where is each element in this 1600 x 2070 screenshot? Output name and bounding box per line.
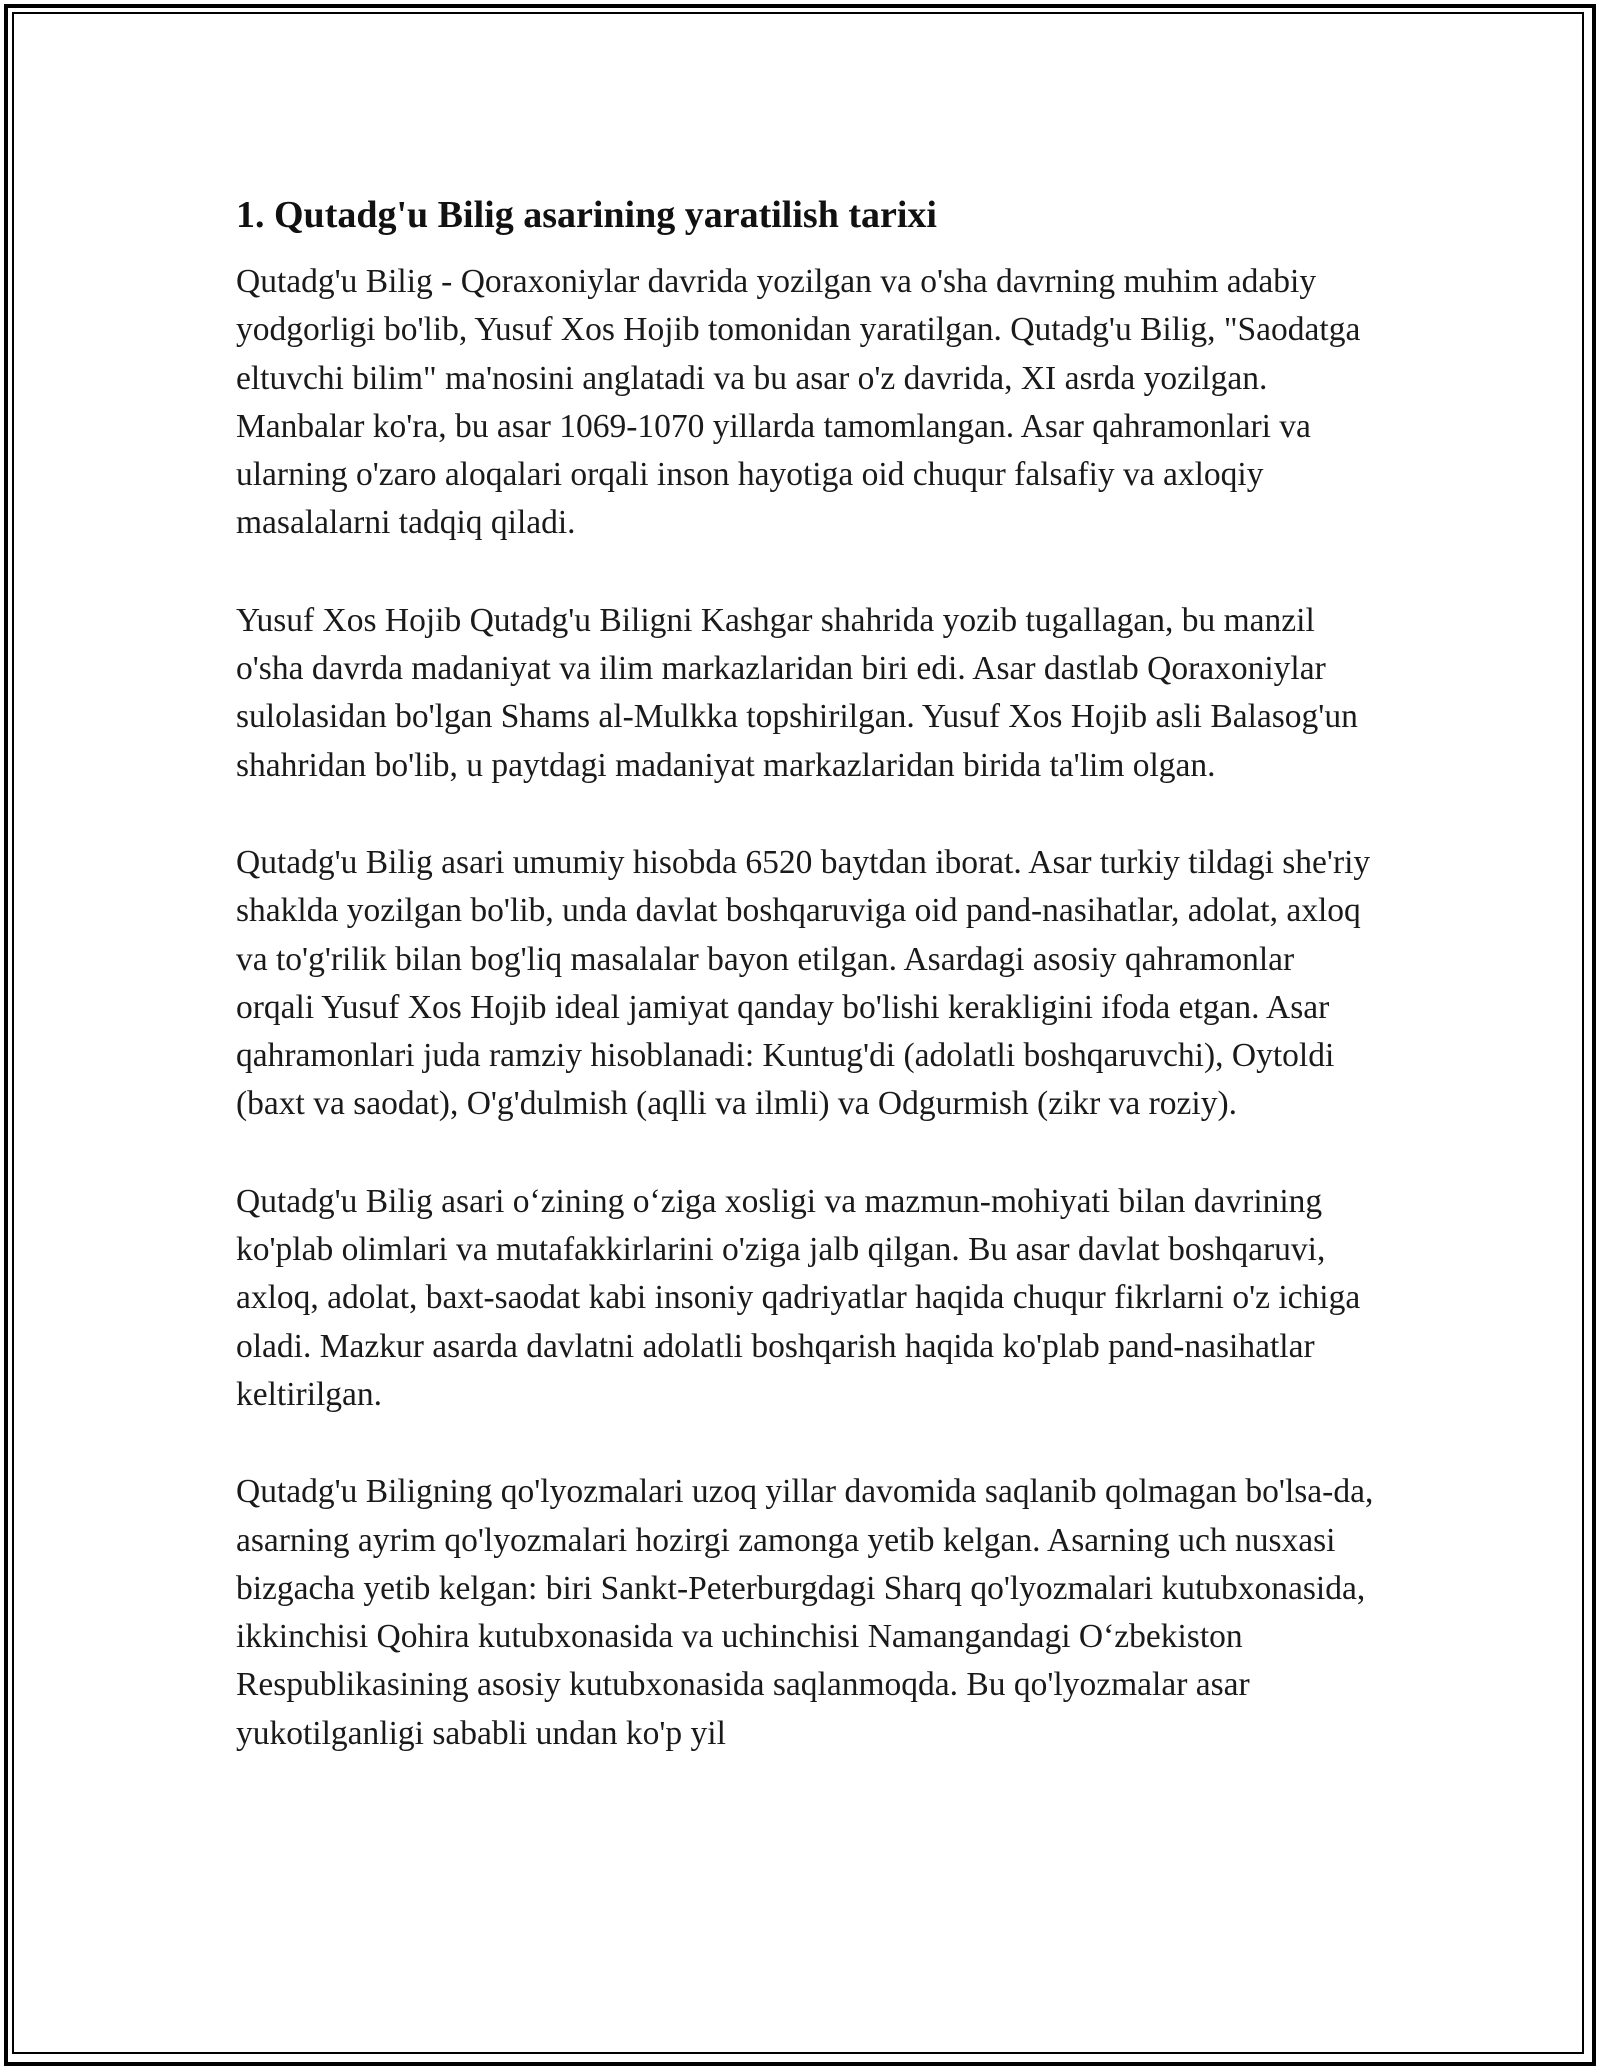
paragraph-2: Yusuf Xos Hojib Qutadg'u Biligni Kashgar shahrida yozib tugallagan, bu manzil o'sha davrda madaniyat va ilim markazlaridan biri edi. Asar dastlab Qoraxoniylar sulolasidan bo'lgan Shams al-Mulkka topshirilgan. Yusuf Xos Hojib asli Balasog'un shahridan bo'lib, u paytdagi madaniyat markazlaridan birida ta'lim olgan. xyxy=(236,601,1358,784)
section-heading: 1. Qutadg'u Bilig asarining yaratilish tarixi xyxy=(236,194,937,236)
paragraph-5: Qutadg'u Biligning qo'lyozmalari uzoq yillar davomida saqlanib qolmagan bo'lsa-da, asarning ayrim qo'lyozmalari hozirgi zamonga yetib kelgan. Asarning uch nusxasi bizgacha yetib kelgan: biri Sankt-Peterburgdagi Sharq qo'lyozmalari kutubxonasida, ikkinchisi Qohira kutubxonasida va uchinchisi Namangandagi O‘zbekiston Respublikasining asosiy kutubxonasida saqlanmoqda. Bu qo'lyozmalar asar yukotilganligi sababli undan ko'p yil xyxy=(236,1473,1374,1752)
paragraph-3: Qutadg'u Bilig asari umumiy hisobda 6520 baytdan iborat. Asar turkiy tildagi she'riy shaklda yozilgan bo'lib, unda davlat boshqaruviga oid pand-nasihatlar, adolat, axloq va to'g'rilik bilan bog'liq masalalar bayon etilgan. Asardagi asosiy qahramonlar orqali Yusuf Xos Hojib ideal jamiyat qanday bo'lishi kerakligini ifoda etgan. Asar qahramonlari juda ramziy hisoblanadi: Kuntug'di (adolatli boshqaruvchi), Oytoldi (baxt va saodat), O'g'dulmish (aqlli va ilmli) va Odgurmish (zikr va roziy). xyxy=(236,843,1371,1123)
document-body xyxy=(236,180,1376,1807)
paragraph-1: Qutadg'u Bilig - Qoraxoniylar davrida yozilgan va o'sha davrning muhim adabiy yodgorligi bo'lib, Yusuf Xos Hojib tomonidan yaratilgan. Qutadg'u Bilig, "Saodatga eltuvchi bilim" ma'nosini anglatadi va bu asar o'z davrida, XI asrda yozilgan. Manbalar ko'ra, bu asar 1069-1070 yillarda tamomlangan. Asar qahramonlari va ularning o'zaro aloqalari orqali inson hayotiga oid chuqur falsafiy va axloqiy masalalarni tadqiq qiladi. xyxy=(236,263,1361,542)
paragraph-4: Qutadg'u Bilig asari o‘zining o‘ziga xosligi va mazmun-mohiyati bilan davrining ko'plab olimlari va mutafakkirlarini o'ziga jalb qilgan. Bu asar davlat boshqaruvi, axloq, adolat, baxt-saodat kabi insoniy qadriyatlar haqida chuqur fikrlarni o'z ichiga oladi. Mazkur asarda davlatni adolatli boshqarish haqida ko'plab pand-nasihatlar keltirilgan. xyxy=(236,1182,1361,1413)
